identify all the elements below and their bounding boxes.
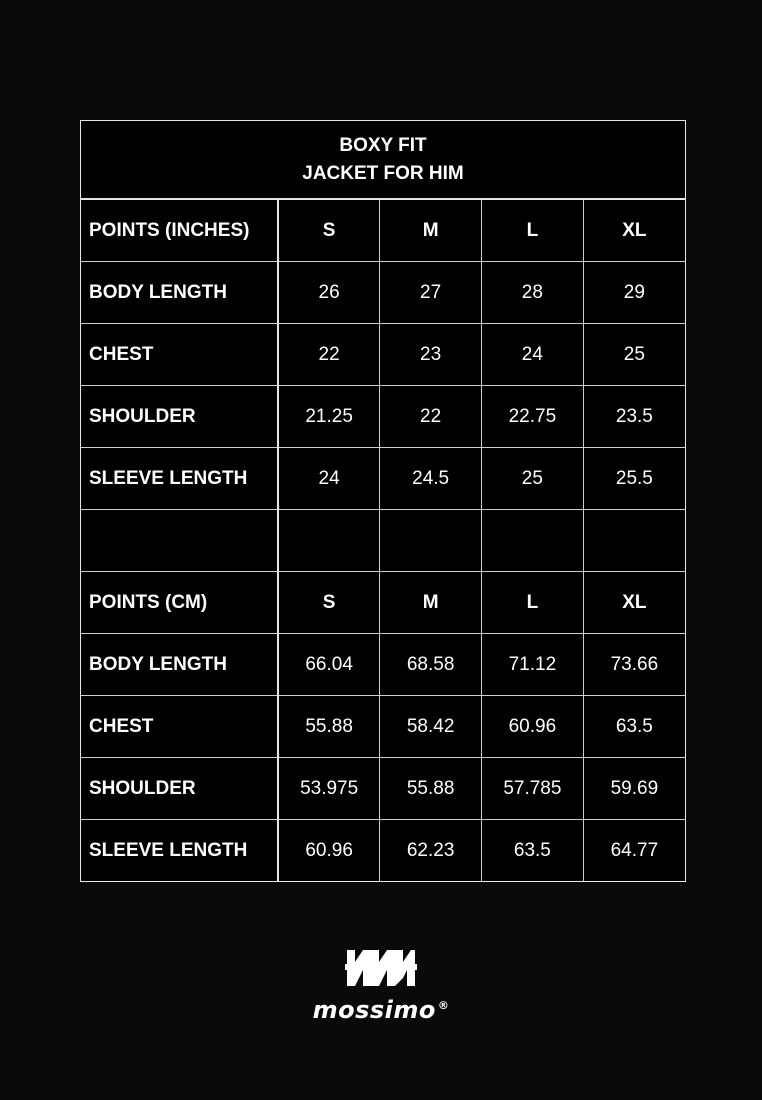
size-value-cell: 21.25 [278, 386, 380, 448]
chart-title [81, 121, 685, 200]
inches-table-row [81, 448, 685, 510]
empty-cell [583, 510, 685, 572]
title-line-2: JACKET FOR HIM [302, 162, 464, 184]
measurement-label: SHOULDER [81, 758, 278, 820]
size-value-cell: 62.23 [380, 820, 482, 882]
registered-mark: ® [437, 999, 450, 1012]
size-value-cell: 27 [380, 262, 482, 324]
size-value-cell: 59.69 [583, 758, 685, 820]
cm-table-row [81, 634, 685, 696]
size-value-cell: 58.42 [380, 696, 482, 758]
size-header-cell: S [278, 572, 380, 634]
size-value-cell: 73.66 [583, 634, 685, 696]
size-value-cell: 22 [380, 386, 482, 448]
inches-table-row [81, 324, 685, 386]
measurement-label: BODY LENGTH [81, 634, 278, 696]
empty-cell [380, 510, 482, 572]
size-value-cell: 25 [482, 448, 584, 510]
size-value-cell: 22 [278, 324, 380, 386]
size-value-cell: 53.975 [278, 758, 380, 820]
size-value-cell: 23 [380, 324, 482, 386]
spacer-row [81, 510, 685, 572]
inches-table-row [81, 262, 685, 324]
measurement-label: SLEEVE LENGTH [81, 820, 278, 882]
measurement-label: CHEST [81, 324, 278, 386]
size-value-cell: 29 [583, 262, 685, 324]
size-value-cell: 28 [482, 262, 584, 324]
size-header-cell: M [380, 572, 482, 634]
cm-header-row [81, 572, 685, 634]
size-value-cell: 26 [278, 262, 380, 324]
size-chart [80, 120, 686, 882]
size-header-cell: M [380, 200, 482, 262]
size-value-cell: 24 [482, 324, 584, 386]
measurement-label: SHOULDER [81, 386, 278, 448]
inches-table-row [81, 386, 685, 448]
empty-cell [81, 510, 278, 572]
size-value-cell: 60.96 [278, 820, 380, 882]
points-header-cell: POINTS (INCHES) [81, 200, 278, 262]
cm-table-row [81, 820, 685, 882]
size-value-cell: 24.5 [380, 448, 482, 510]
size-value-cell: 25.5 [583, 448, 685, 510]
points-header-cell: POINTS (CM) [81, 572, 278, 634]
brand-wordmark [313, 996, 450, 1024]
size-value-cell: 23.5 [583, 386, 685, 448]
cm-table-row [81, 696, 685, 758]
size-value-cell: 57.785 [482, 758, 584, 820]
size-value-cell: 60.96 [482, 696, 584, 758]
measurement-label: SLEEVE LENGTH [81, 448, 278, 510]
size-value-cell: 55.88 [380, 758, 482, 820]
size-header-cell: L [482, 200, 584, 262]
cm-table-row [81, 758, 685, 820]
brand-name: mossimo [312, 996, 436, 1024]
size-value-cell: 55.88 [278, 696, 380, 758]
size-value-cell: 25 [583, 324, 685, 386]
measurement-label: CHEST [81, 696, 278, 758]
size-value-cell: 68.58 [380, 634, 482, 696]
size-value-cell: 71.12 [482, 634, 584, 696]
mossimo-monogram-icon [345, 948, 417, 988]
inches-header-row [81, 200, 685, 262]
size-value-cell: 64.77 [583, 820, 685, 882]
empty-cell [482, 510, 584, 572]
size-header-cell: XL [583, 200, 685, 262]
size-value-cell: 63.5 [583, 696, 685, 758]
size-header-cell: S [278, 200, 380, 262]
size-value-cell: 24 [278, 448, 380, 510]
empty-cell [278, 510, 380, 572]
size-header-cell: L [482, 572, 584, 634]
brand-logo [0, 948, 762, 1024]
measurement-label: BODY LENGTH [81, 262, 278, 324]
size-table [81, 200, 685, 881]
size-header-cell: XL [583, 572, 685, 634]
size-value-cell: 63.5 [482, 820, 584, 882]
size-value-cell: 66.04 [278, 634, 380, 696]
size-value-cell: 22.75 [482, 386, 584, 448]
title-line-1: BOXY FIT [339, 134, 427, 156]
